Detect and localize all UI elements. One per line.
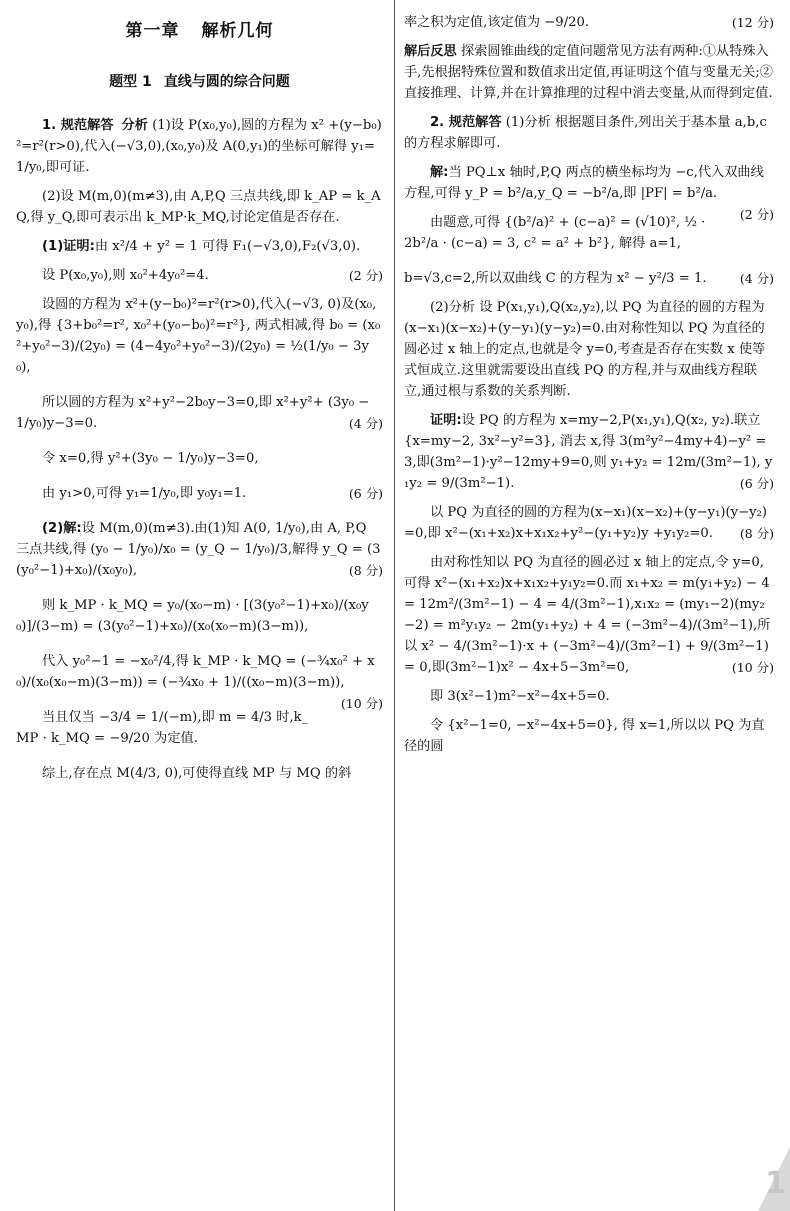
line-text: 令 {x²−1=0, −x²−4x+5=0}, 得 x=1,所以以 PQ 为直径的圆	[404, 718, 765, 754]
solution-line	[404, 686, 774, 707]
solution-line	[404, 502, 774, 544]
line-text: 当 PQ⊥x 轴时,P,Q 两点的横坐标均为 −c,代入双曲线方程,可得 y_P = b²/a,y_Q = −b²/a,即 |PF| = b²/a.	[404, 165, 764, 201]
chapter-heading	[16, 16, 383, 41]
line-text: (2)设 M(m,0)(m≠3),由 A,P,Q 三点共线,即 k_AP = k_AQ,得 y_Q,即可表示出 k_MP·k_MQ,讨论定值是否存在.	[16, 189, 381, 225]
score-mark: (2 分)	[739, 207, 774, 222]
line-text: 令 x=0,得 y²+(3y₀ − 1/y₀)y−3=0,	[42, 451, 259, 466]
type-title: 直线与圆的综合问题	[163, 74, 290, 90]
question-type-heading	[16, 71, 383, 91]
line-text: 设 PQ 的方程为 x=my−2,P(x₁,y₁),Q(x₂, y₂).联立 {x=my−2, 3x²−y²=3}, 消去 x,得 3(m²y²−4my+4)−y² =3,即(3m²−1)·y²−12my+9=0,则 y₁+y₂ = 12m/(3m²−1), y₁y₂ = 9/(3m²−1).	[404, 413, 773, 491]
type-number: 题型 1	[109, 74, 152, 90]
line-text: 由 x²/4 + y² = 1 可得 F₁(−√3,0),F₂(√3,0).	[94, 239, 361, 254]
solution-line	[16, 186, 383, 228]
right-column	[404, 0, 774, 1211]
column-divider	[394, 0, 395, 1211]
line-text: 率之积为定值,该定值为 −9/20.	[404, 15, 590, 30]
solution-line	[16, 651, 383, 711]
chapter-title: 解析几何	[201, 21, 274, 41]
line-text: 即 3(x²−1)m²−x²−4x+5=0.	[430, 689, 610, 704]
solution-line	[16, 483, 383, 504]
solution-line	[16, 294, 383, 378]
page-number: 1	[765, 1166, 786, 1201]
line-text: 由 y₁>0,可得 y₁=1/y₀,即 y₀y₁=1.	[42, 486, 247, 501]
line-text: b=√3,c=2,所以双曲线 C 的方程为 x² − y²/3 = 1.	[404, 271, 707, 286]
line-text: 由对称性知以 PQ 为直径的圆必过 x 轴上的定点,令 y=0,可得 x²−(x₁+x₂)x+x₁x₂+y₁y₂=0.而 x₁+x₂ = m(y₁+y₂) − 4 = 12m²/(3m²−1) − 4 = 4/(3m²−1),x₁x₂ = (my₁−2)(my₂−2) = m²y₁y₂ − 2m(y₁+y₂) + 4 = (−3m²−4)/(3m²−1),所以 x² − 4/(3m²−1)·x + (−3m²−4)/(3m²−1) + 9/(3m²−1) = 0,即(3m²−1)x² − 4x+5−3m²=0,	[404, 555, 771, 675]
score-mark: (8 分)	[739, 526, 774, 541]
solution-line	[404, 297, 774, 402]
solution-line	[16, 763, 383, 784]
score-mark: (6 分)	[739, 476, 774, 491]
solution-line	[16, 115, 383, 178]
left-column	[16, 0, 383, 1211]
solution-line	[404, 552, 774, 678]
line-text: (1)设 P(x₀,y₀),圆的方程为 x² +(y−b₀)²=r²(r>0),代入(−√3,0),(x₀,y₀)及 A(0,y₁)的坐标可解得 y₁=1/y₀,即可证.	[16, 118, 382, 175]
solution-line	[404, 112, 774, 154]
solution-line	[404, 162, 774, 222]
solution-line	[16, 448, 383, 469]
solution-line	[16, 595, 383, 637]
solution-line	[16, 265, 383, 286]
line-lead: 证明:	[430, 413, 462, 428]
line-text: 则 k_MP · k_MQ = y₀/(x₀−m) · [(3(y₀²−1)+x₀)/(x₀y₀)]/(3−m) = (3(y₀²−1)+x₀)/(x₀(x₀−m)(3−m)),	[16, 598, 369, 634]
line-text: (2)分析 设 P(x₁,y₁),Q(x₂,y₂),以 PQ 为直径的圆的方程为(x−x₁)(x−x₂)+(y−y₁)(y−y₂)=0.由对称性知以 PQ 为直径的圆必过 x 轴上的定点,也就是令 y=0,考查是否存在实数 x 使等式恒成立.这里就需要设出直线 PQ 的方程,并与双曲线方程联立,通过根与系数的关系判断.	[404, 300, 766, 399]
score-mark: (4 分)	[348, 416, 383, 431]
line-text: 设圆的方程为 x²+(y−b₀)²=r²(r>0),代入(−√3, 0)及(x₀,y₀),得 {3+b₀²=r², x₀²+(y₀−b₀)²=r²}, 两式相减,得 b₀ = (x₀²+y₀²−3)/(2y₀) = (4−4y₀²+y₀²−3)/(2y₀) = ½(1/y₀ − 3y₀),	[16, 297, 381, 375]
line-lead: (1)证明:	[42, 239, 95, 254]
solution-line	[404, 12, 774, 33]
score-mark: (8 分)	[348, 563, 383, 578]
score-mark: (10 分)	[731, 660, 774, 675]
line-text: 探索圆锥曲线的定值问题常见方法有两种:①从特殊入手,先根据特殊位置和数值求出定值,再证明这个值与变量无关;②直接推理、计算,并在计算推理的过程中消去变量,从而得到定值.	[404, 44, 773, 101]
score-mark: (12 分)	[731, 15, 774, 30]
line-text: 当且仅当 −3/4 = 1/(−m),即 m = 4/3 时,k_MP · k_MQ = −9/20 为定值.	[16, 710, 309, 746]
line-text: 代入 y₀²−1 = −x₀²/4,得 k_MP · k_MQ = (−¾x₀² + x₀)/(x₀(x₀−m)(3−m)) = (−¾x₀ + 1)/((x₀−m)(3−m)),	[16, 654, 375, 690]
line-text: 所以圆的方程为 x²+y²−2b₀y−3=0,即 x²+y²+ (3y₀ − 1/y₀)y−3=0.	[16, 395, 370, 431]
score-mark: (2 分)	[348, 268, 383, 283]
line-lead: (2)解:	[42, 521, 82, 536]
line-lead: 2. 规范解答	[430, 115, 502, 130]
score-mark: (10 分)	[340, 696, 383, 711]
solution-line	[16, 392, 383, 434]
solution-line	[404, 410, 774, 494]
line-text: 设 P(x₀,y₀),则 x₀²+4y₀²=4.	[42, 268, 209, 283]
solution-line	[404, 268, 774, 289]
score-mark: (6 分)	[348, 486, 383, 501]
line-text: 综上,存在点 M(4/3, 0),可使得直线 MP 与 MQ 的斜	[42, 766, 352, 781]
line-lead: 解后反思	[404, 44, 457, 59]
line-text: 设 M(m,0)(m≠3).由(1)知 A(0, 1/y₀),由 A, P,Q 三点共线,得 (y₀ − 1/y₀)/x₀ = (y_Q − 1/y₀)/3,解得 y_Q = (3(y₀²−1)+x₀)/(x₀y₀),	[16, 521, 381, 578]
chapter-number: 第一章	[125, 21, 180, 41]
line-text: 以 PQ 为直径的圆的方程为(x−x₁)(x−x₂)+(y−y₁)(y−y₂)=0,即 x²−(x₁+x₂)x+x₁x₂+y²−(y₁+y₂)y +y₁y₂=0.	[404, 505, 768, 541]
line-lead-analysis: 分析	[121, 118, 148, 133]
line-text: 由题意,可得 {(b²/a)² + (c−a)² = (√10)², ½ · 2b²/a · (c−a) = 3, c² = a² + b²}, 解得 a=1,	[404, 215, 706, 251]
solution-line	[404, 715, 774, 757]
solution-line	[16, 518, 383, 581]
line-lead: 1. 规范解答	[42, 118, 114, 133]
score-mark: (4 分)	[739, 271, 774, 286]
line-lead: 解:	[430, 165, 449, 180]
line-text: (1)分析 根据题目条件,列出关于基本量 a,b,c 的方程求解即可.	[404, 115, 767, 151]
solution-line	[16, 236, 383, 257]
solution-line	[404, 41, 774, 104]
